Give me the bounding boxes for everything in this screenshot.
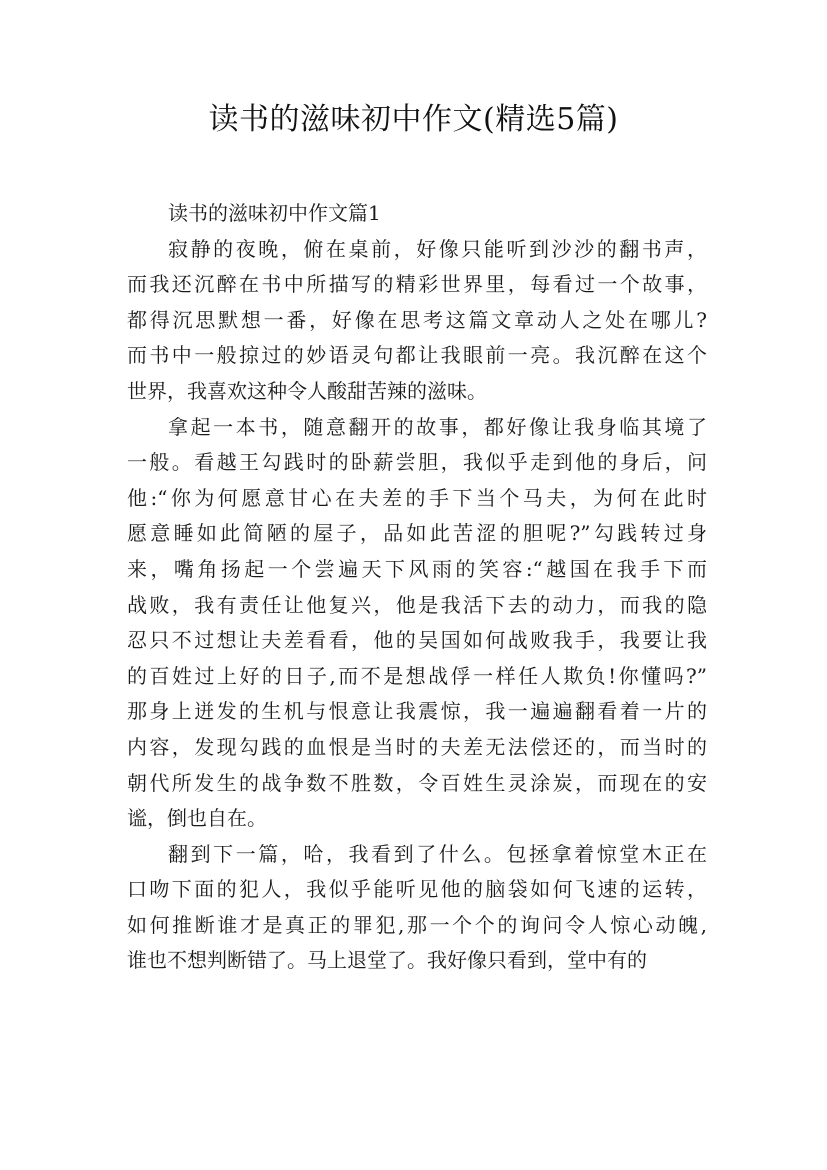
- document-title: 读书的滋味初中作文(精选5篇): [208, 102, 619, 137]
- paragraph-line: 如何推断谁才是真正的罪犯,那一个个的询问令人惊心动魄,: [127, 912, 707, 937]
- paragraph-line: 战败，我有责任让他复兴，他是我活下去的动力，而我的隐: [127, 592, 707, 617]
- paragraph: [127, 232, 707, 410]
- paragraph-list: [127, 232, 707, 979]
- paragraph-line: 都得沉思默想一番，好像在思考这篇文章动人之处在哪儿?: [127, 307, 707, 332]
- paragraph-line: 谧，倒也自在。: [127, 806, 267, 831]
- paragraph: [127, 837, 707, 979]
- paragraph-line: 的百姓过上好的日子,而不是想战俘一样任人欺负!你懂吗?”: [127, 663, 707, 688]
- paragraph-line: 忍只不过想让夫差看看，他的吴国如何战败我手，我要让我: [127, 628, 707, 653]
- paragraph-line: 内容，发现勾践的血恨是当时的夫差无法偿还的，而当时的: [127, 734, 707, 759]
- paragraph: [127, 410, 707, 837]
- paragraph-line: 愿意睡如此简陋的屋子，品如此苦涩的胆呢?”勾践转过身: [127, 521, 707, 546]
- paragraph-line: 朝代所发生的战争数不胜数，令百姓生灵涂炭，而现在的安: [127, 770, 707, 795]
- section-heading: 读书的滋味初中作文篇1: [168, 201, 381, 225]
- paragraph-line: 拿起一本书，随意翻开的故事，都好像让我身临其境了: [168, 414, 707, 439]
- paragraph-line: 那身上迸发的生机与恨意让我震惊，我一遍遍翻看着一片的: [127, 699, 707, 724]
- paragraph-line: 翻到下一篇，哈，我看到了什么。包拯拿着惊堂木正在: [168, 841, 707, 866]
- document-body: [127, 196, 707, 979]
- paragraph-line: 口吻下面的犯人，我似乎能听见他的脑袋如何飞速的运转，: [127, 877, 707, 902]
- paragraph-line: 他:“你为何愿意甘心在夫差的手下当个马夫，为何在此时: [127, 485, 707, 510]
- paragraph-line: 而书中一般掠过的妙语灵句都让我眼前一亮。我沉醉在这个: [127, 343, 707, 368]
- paragraph-line: 而我还沉醉在书中所描写的精彩世界里，每看过一个故事，: [127, 272, 707, 297]
- paragraph-line: 来，嘴角扬起一个尝遍天下风雨的笑容:“越国在我手下而: [127, 556, 707, 581]
- paragraph-line: 寂静的夜晚，俯在桌前，好像只能听到沙沙的翻书声，: [168, 236, 707, 261]
- paragraph-line: 谁也不想判断错了。马上退堂了。我好像只看到，堂中有的: [127, 948, 647, 973]
- paragraph-line: 世界，我喜欢这种令人酸甜苦辣的滋味。: [127, 378, 487, 403]
- paragraph-line: 一般。看越王勾践时的卧薪尝胆，我似乎走到他的身后，问: [127, 450, 707, 475]
